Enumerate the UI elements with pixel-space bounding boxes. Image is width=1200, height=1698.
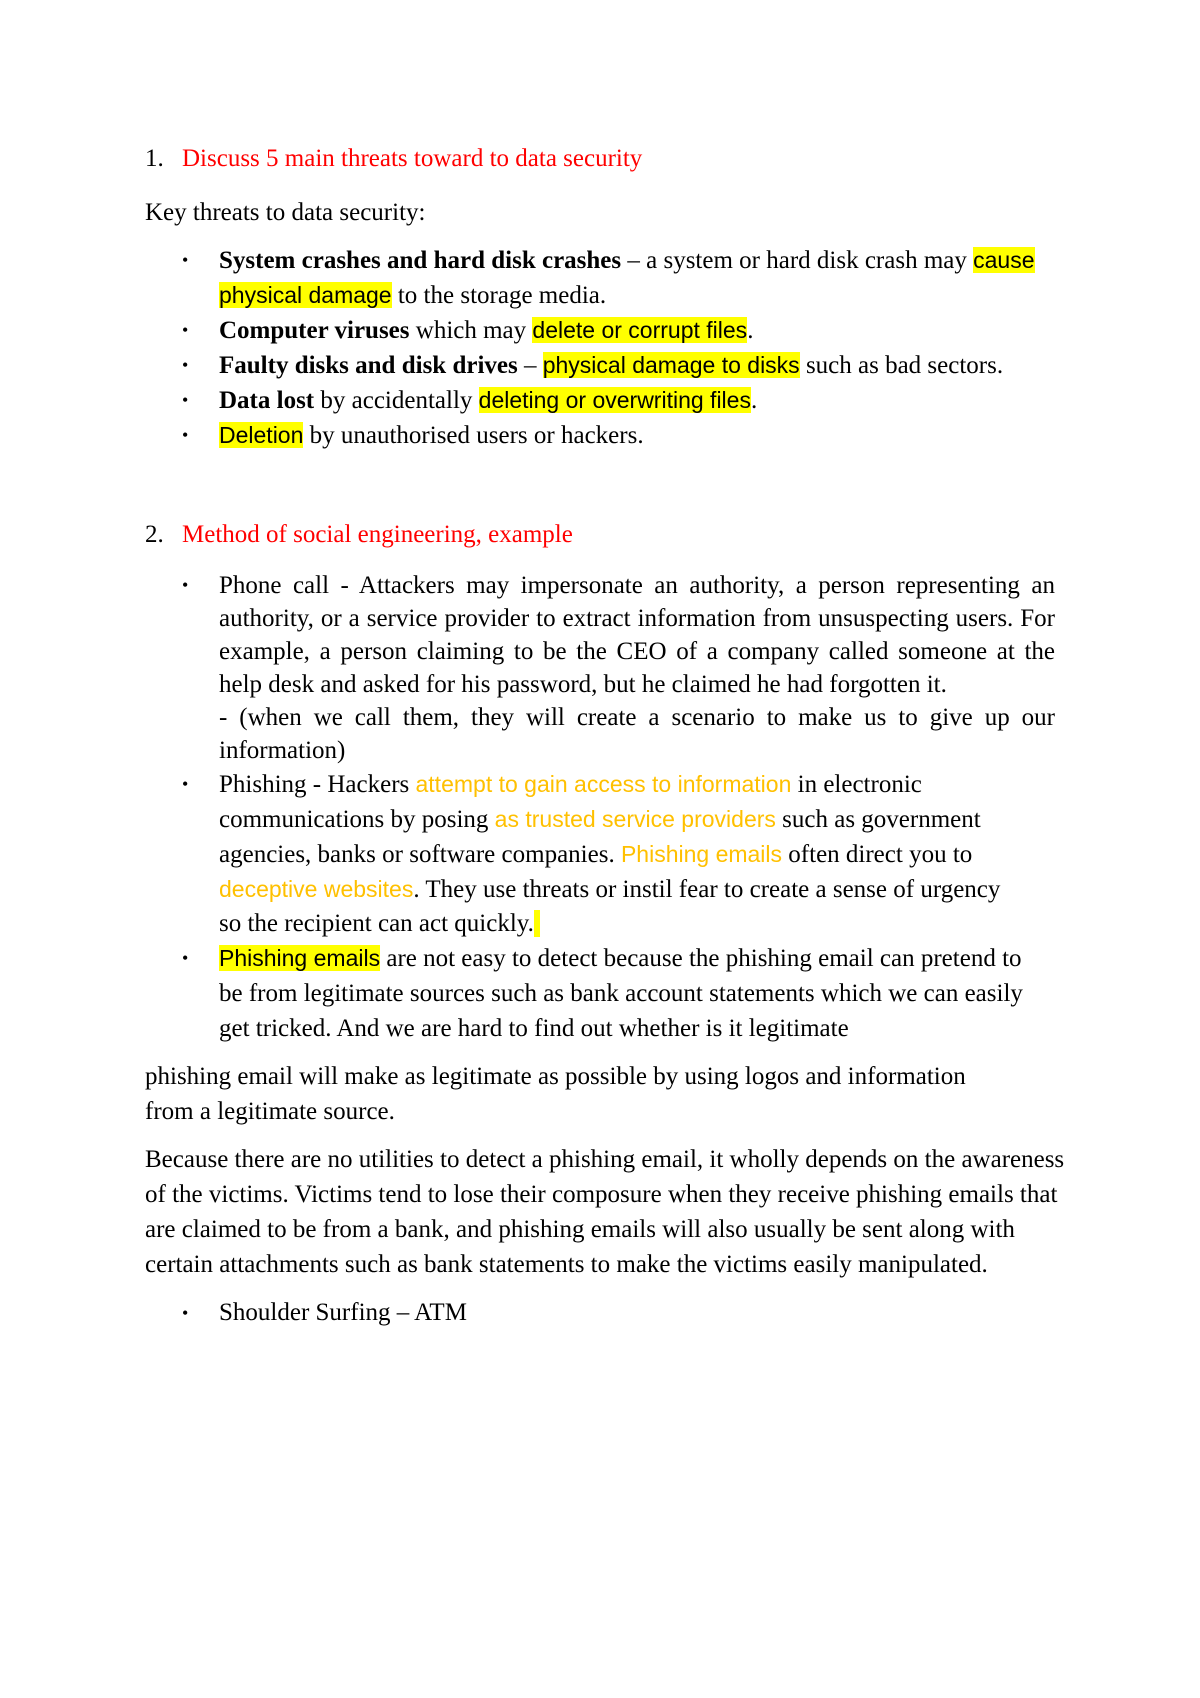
item-text: which may — [409, 317, 533, 344]
section-1-title: Discuss 5 main threats toward to data security — [182, 145, 643, 172]
item-highlight: Deletion — [219, 422, 304, 448]
item-highlight: physical damage to disks — [542, 352, 800, 378]
bullet-icon: • — [182, 948, 189, 968]
section-2-heading — [145, 516, 1065, 554]
threats-list — [145, 243, 1065, 453]
paragraph-awareness: Because there are no utilities to detect a phishing email, it wholly depends on the awareness of the victims. Victims tend to lose their composure when they receive phishing emails that are claimed to be from a bank, and phishing emails will also usually be sent along with certain attachments such as bank statements to make the victims easily manipulated. — [145, 1146, 1065, 1278]
list-item — [145, 313, 1065, 348]
list-item-phishing — [145, 767, 1065, 941]
bullet-icon: • — [182, 355, 189, 375]
item-bold: Computer viruses — [219, 317, 410, 344]
phishing-text: Phishing - Hackers — [219, 771, 416, 798]
item-text: by accidentally — [314, 387, 479, 414]
item-bold: System crashes and hard disk crashes — [219, 247, 622, 274]
shoulder-surfing-text: Shoulder Surfing – ATM — [219, 1299, 467, 1326]
shoulder-surfing-list — [145, 1296, 1065, 1330]
item-highlight: deleting or overwriting files — [478, 387, 751, 413]
item-text: – a system or hard disk crash may — [621, 247, 974, 274]
item-text: by unauthorised users or hackers. — [303, 422, 644, 449]
highlight-marker — [534, 910, 540, 937]
item-text: such as bad sectors. — [799, 352, 1004, 379]
bullet-icon: • — [182, 320, 189, 340]
section-2-number: 2. — [145, 521, 164, 548]
phishing-text: such as government agencies, banks or software companies. — [219, 806, 981, 868]
bullet-icon: • — [182, 1303, 189, 1323]
phishing-emphasis: as trusted service providers — [494, 806, 776, 832]
item-highlight: delete or corrupt files — [532, 317, 748, 343]
bullet-icon: • — [182, 425, 189, 445]
phone-call-text: Phone call - Attackers may impersonate an authority, a person representing an authority, or a service provider to extract information from unsuspecting users. For example, a person claiming to be the CEO of a company called someone at the help desk and asked for his password, but he claimed he had forgotten it. — [219, 572, 1055, 698]
list-item-shoulder-surfing — [145, 1296, 1065, 1330]
bullet-icon: • — [182, 250, 189, 270]
item-text: . — [750, 387, 758, 414]
phishing-text: . They use threats or instil fear to create a sense of urgency so the recipient can act quickly. — [219, 876, 1001, 937]
section-1-intro: Key threats to data security: — [145, 199, 426, 226]
phone-call-note: - (when we call them, they will create a scenario to make us to give up our information) — [219, 704, 1055, 764]
section-2-title: Method of social engineering, example — [182, 521, 573, 548]
paragraph-phishing-legitimacy: phishing email will make as legitimate as possible by using logos and information from a legitimate source. — [145, 1063, 966, 1125]
bullet-icon: • — [182, 390, 189, 410]
bullet-icon: • — [182, 774, 189, 794]
social-engineering-list — [145, 569, 1065, 1046]
list-item — [145, 418, 1065, 453]
item-text: to the storage media. — [391, 282, 607, 309]
item-text: – — [517, 352, 543, 379]
list-item — [145, 348, 1065, 383]
item-highlight: cause physical damage — [219, 247, 1035, 308]
list-item-phone-call — [145, 569, 1065, 767]
phishing-emphasis: deceptive websites — [219, 876, 414, 902]
phishing-emails-highlight: Phishing emails — [219, 945, 381, 971]
item-bold: Faulty disks and disk drives — [219, 352, 518, 379]
phishing-emails-text: are not easy to detect because the phishing email can pretend to be from legitimate sources such as bank account statements which we can easily get tricked. And we are hard to find out whether is it legitimate — [219, 945, 1023, 1042]
phishing-text: often direct you to — [782, 841, 973, 868]
phishing-emphasis: attempt to gain access to information — [415, 771, 792, 797]
document-page — [145, 140, 1065, 1330]
list-item-phishing-emails — [145, 941, 1065, 1046]
list-item — [145, 383, 1065, 418]
phishing-emphasis: Phishing emails — [620, 841, 783, 867]
item-bold: Data lost — [219, 387, 315, 414]
list-item — [145, 243, 1065, 313]
bullet-icon: • — [182, 575, 189, 595]
phishing-text: in electronic communications by posing — [219, 771, 922, 833]
item-text: . — [747, 317, 754, 344]
section-1-number: 1. — [145, 145, 164, 172]
section-1-heading — [145, 140, 1065, 178]
